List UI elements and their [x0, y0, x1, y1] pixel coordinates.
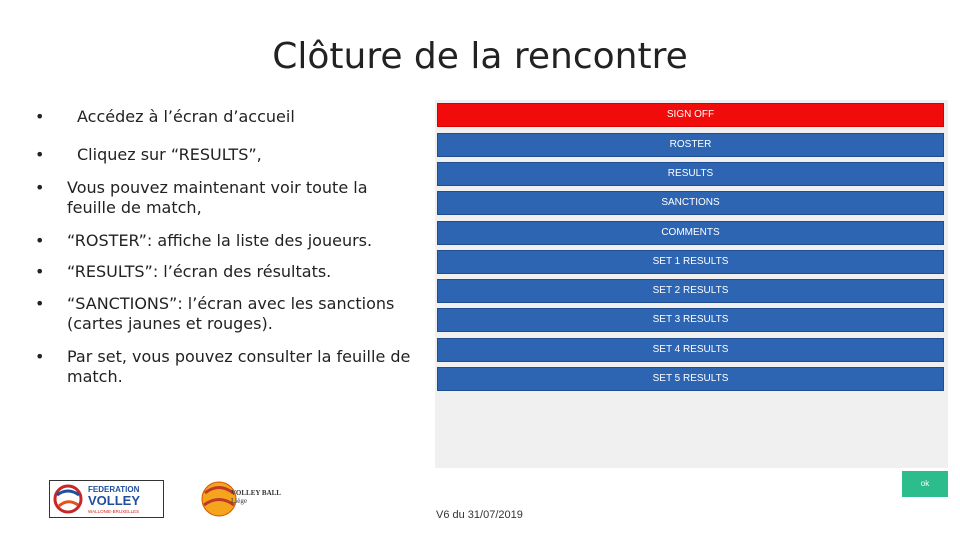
- svg-text:FEDERATION: FEDERATION: [88, 485, 140, 494]
- volley-ball-liege-logo: [199, 478, 294, 518]
- volleyball-ball-icon: [50, 481, 163, 517]
- bullet-marker: •: [35, 145, 45, 164]
- bullet-text: Accédez à l’écran d’accueil: [77, 107, 295, 126]
- set-3-results-button[interactable]: SET 3 RESULTS: [437, 308, 944, 332]
- bullet-text: “ROSTER”: affiche la liste des joueurs.: [67, 231, 373, 250]
- bullet-marker: •: [35, 347, 45, 366]
- set-1-results-button[interactable]: SET 1 RESULTS: [437, 250, 944, 274]
- set-2-results-button[interactable]: SET 2 RESULTS: [437, 279, 944, 303]
- svg-text:Liège: Liège: [231, 497, 247, 505]
- bullet-marker: •: [35, 107, 45, 126]
- bullet-text: “RESULTS”: l’écran des résultats.: [67, 262, 332, 281]
- federation-volley-logo: [49, 480, 164, 518]
- bullet-marker: •: [35, 231, 45, 250]
- sign-off-button[interactable]: SIGN OFF: [437, 103, 944, 127]
- sanctions-button[interactable]: SANCTIONS: [437, 191, 944, 215]
- version-footer: V6 du 31/07/2019: [436, 509, 523, 521]
- set-4-results-button[interactable]: SET 4 RESULTS: [437, 338, 944, 362]
- liege-ball-icon: [199, 478, 294, 518]
- bullet-text: Par set, vous pouvez consulter la feuille de match.: [67, 347, 411, 386]
- roster-button[interactable]: ROSTER: [437, 133, 944, 157]
- bullet-marker: •: [35, 294, 45, 313]
- svg-text:WALLONIE-BRUXELLES: WALLONIE-BRUXELLES: [88, 509, 140, 514]
- slide-title: Clôture de la rencontre: [272, 36, 688, 77]
- bullet-marker: •: [35, 178, 45, 197]
- bullet-text: “SANCTIONS”: l’écran avec les sanctions (cartes jaunes et rouges).: [67, 294, 395, 333]
- comments-button[interactable]: COMMENTS: [437, 221, 944, 245]
- svg-text:VOLLEY BALL: VOLLEY BALL: [231, 489, 281, 497]
- bullet-text: Vous pouvez maintenant voir toute la feuille de match,: [67, 178, 368, 217]
- bullet-marker: •: [35, 262, 45, 281]
- ok-button[interactable]: ok: [902, 471, 948, 497]
- bullet-text: Cliquez sur “RESULTS”,: [77, 145, 262, 164]
- set-5-results-button[interactable]: SET 5 RESULTS: [437, 367, 944, 391]
- app-screenshot-panel: [435, 100, 948, 468]
- svg-text:VOLLEY: VOLLEY: [88, 493, 141, 508]
- results-button[interactable]: RESULTS: [437, 162, 944, 186]
